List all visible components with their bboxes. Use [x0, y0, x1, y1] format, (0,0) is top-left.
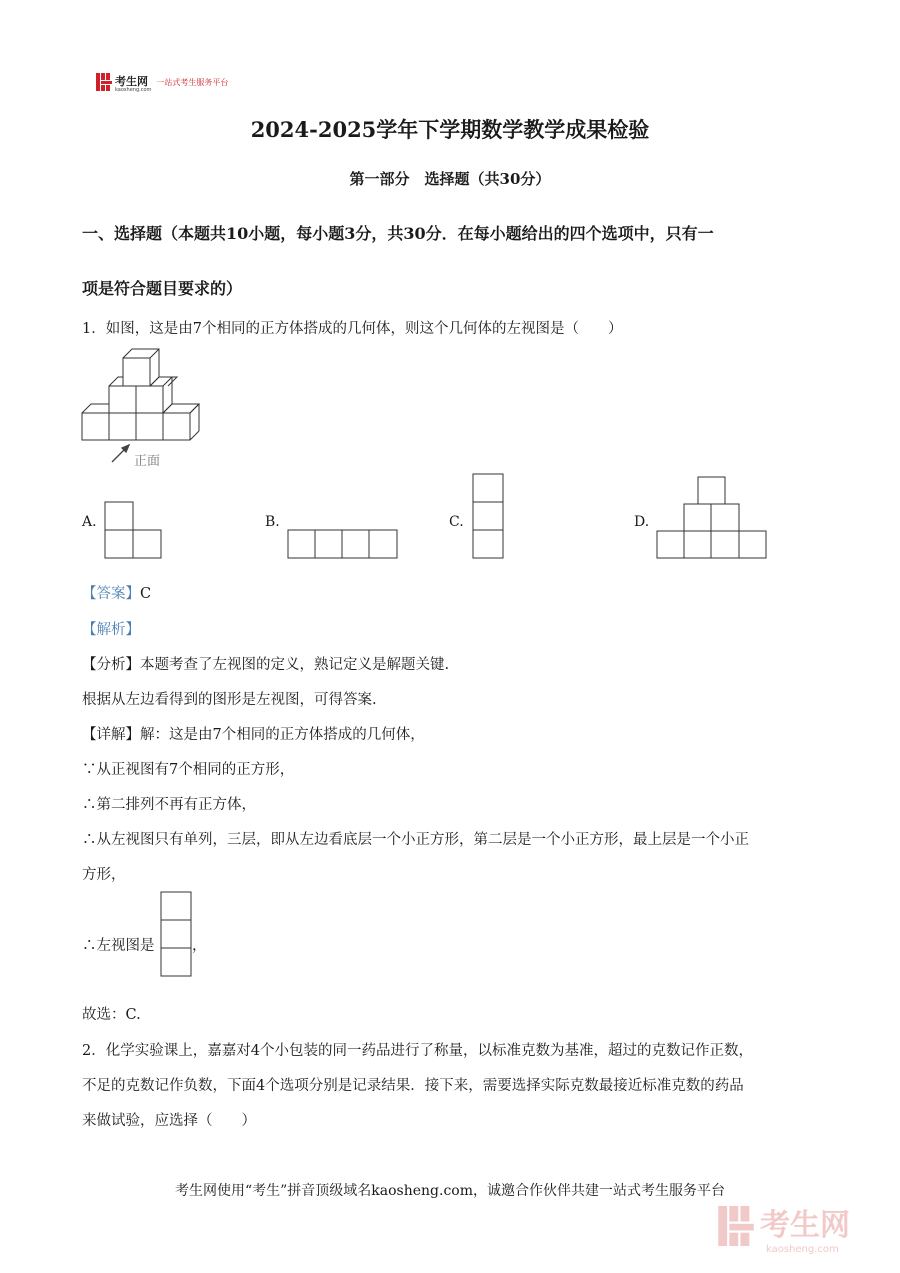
option-a-label: A. — [82, 514, 97, 530]
logo-domain: kaosheng.com — [115, 86, 152, 93]
question-2-line: 不足的克数记作负数，下面4个选项分别是记录结果．接下来，需要选择实际克数最接近标准克数的药品 — [82, 1078, 744, 1094]
watermark-text: 考生网 — [760, 1208, 850, 1243]
analysis-line: 【详解】解：这是由7个相同的正方体搭成的几何体， — [82, 727, 425, 743]
choose-line: 故选：C. — [82, 1007, 141, 1023]
logo-icon — [96, 73, 112, 91]
left-view-suffix: ， — [192, 938, 207, 954]
option-d-figure — [656, 476, 768, 560]
analysis-line: ∴从左视图只有单列，三层，即从左边看底层一个小正方形，第二层是一个小正方形，最上层是一个小正 — [82, 832, 749, 848]
question-1-text: 1．如图，这是由7个相同的正方体搭成的几何体，则这个几何体的左视图是（ ） — [82, 321, 623, 337]
answer-tag: 【答案】 — [82, 586, 140, 602]
option-c-label: C. — [449, 514, 464, 530]
analysis-line: 【分析】本题考查了左视图的定义，熟记定义是解题关键. — [82, 657, 450, 673]
analysis-tag: 【解析】 — [82, 622, 140, 638]
answer-value: C — [140, 586, 152, 602]
watermark-logo-icon — [718, 1206, 754, 1246]
front-label: 正面 — [134, 454, 161, 469]
logo-slogan: 一站式考生服务平台 — [156, 77, 229, 87]
option-c-figure — [472, 473, 504, 559]
option-b-label: B. — [265, 514, 280, 530]
watermark — [718, 1206, 850, 1255]
part-subtitle: 第一部分 选择题（共30分） — [349, 170, 551, 188]
document-title: 2024-2025学年下学期数学教学成果检验 — [250, 117, 650, 142]
section-heading-line2: 项是符合题目要求的） — [82, 279, 243, 298]
analysis-line: 方形， — [82, 867, 126, 883]
section-heading-line1: 一、选择题（本题共10小题，每小题3分，共30分．在每小题给出的四个选项中，只有一 — [82, 224, 714, 243]
analysis-line: ∴第二排列不再有正方体， — [82, 797, 256, 813]
option-d-label: D. — [634, 514, 650, 530]
option-a-figure — [104, 501, 162, 559]
left-view-prefix: ∴左视图是 — [82, 938, 155, 954]
watermark-domain: kaosheng.com — [766, 1244, 839, 1255]
footer-text: 考生网使用“考生”拼音顶级域名kaosheng.com，诚邀合作伙伴共建一站式考生服务平台 — [174, 1183, 726, 1199]
left-view-figure — [160, 891, 192, 977]
site-logo — [96, 72, 228, 92]
logo-name: 考生网 — [115, 74, 148, 88]
analysis-line: 根据从左边看得到的图形是左视图，可得答案. — [82, 692, 377, 708]
answer-line — [82, 582, 151, 603]
analysis-line: ∵从正视图有7个相同的正方形， — [82, 762, 295, 778]
question-2-line: 来做试验，应选择（ ） — [82, 1113, 256, 1129]
question-2-line: 2．化学实验课上，嘉嘉对4个小包装的同一药品进行了称量，以标准克数为基准，超过的克数记作正数， — [82, 1043, 753, 1059]
option-b-figure — [287, 529, 399, 559]
